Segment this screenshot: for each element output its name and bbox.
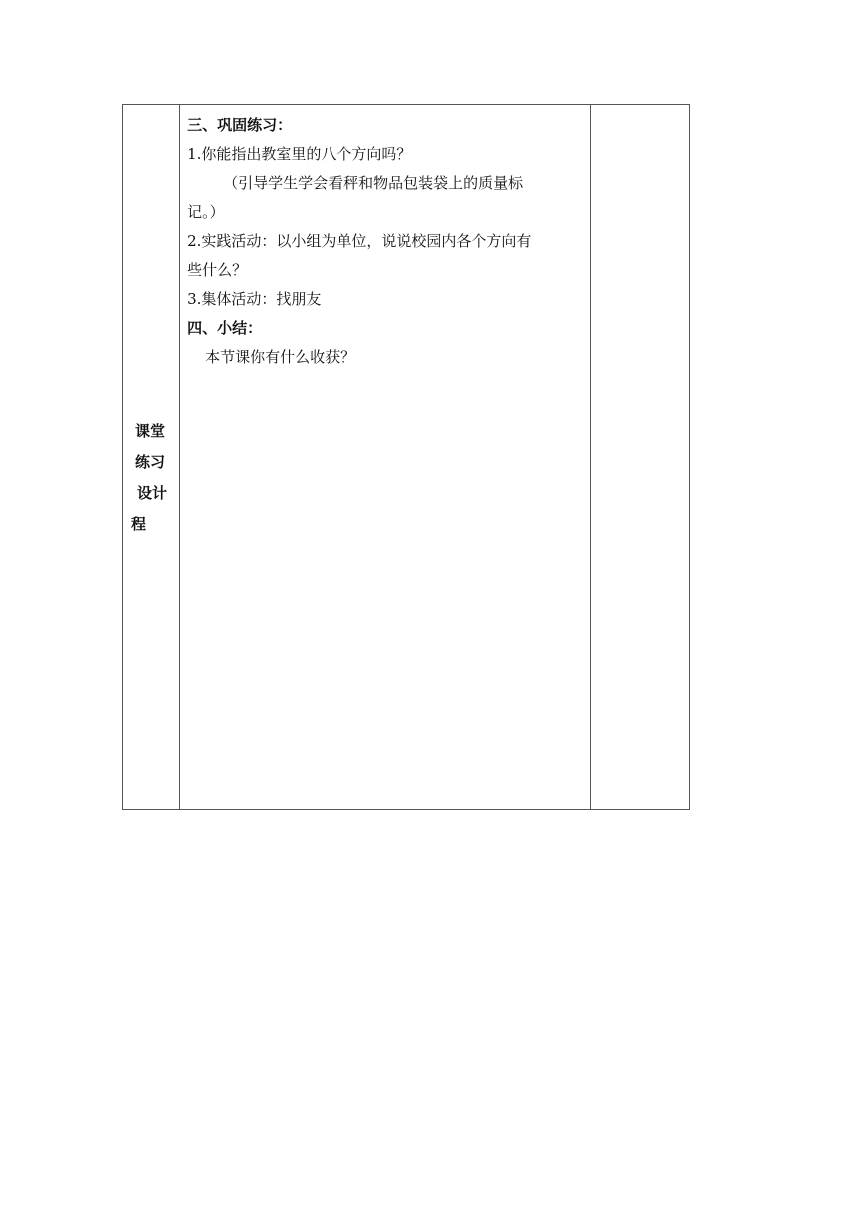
summary-heading: 四、小结： [187, 319, 263, 337]
table-row [123, 105, 690, 810]
summary-question: 本节课你有什么收获？ [205, 348, 356, 366]
practice-item-2-line-2: 些什么？ [187, 261, 248, 279]
guidance-note-line-2: 记。） [187, 203, 225, 221]
section-label-line: 练习 [135, 453, 166, 471]
practice-item-1: 1.你能指出教室里的八个方向吗？ [187, 145, 412, 163]
lesson-plan-table [122, 104, 690, 810]
notes-cell [590, 105, 689, 810]
practice-heading: 三、巩固练习： [187, 116, 293, 134]
section-label-line: 程 [131, 515, 147, 533]
guidance-note-line-1: （引导学生学会看秤和物品包装袋上的质量标 [223, 174, 524, 192]
content-cell [180, 105, 591, 810]
practice-item-3: 3.集体活动：找朋友 [187, 290, 322, 308]
section-label [123, 416, 179, 540]
practice-item-2-line-1: 2.实践活动：以小组为单位，说说校园内各个方向有 [187, 232, 532, 250]
section-label-line: 课堂 [135, 422, 166, 440]
section-label-line: 设计 [137, 484, 168, 502]
section-label-cell [123, 105, 180, 810]
